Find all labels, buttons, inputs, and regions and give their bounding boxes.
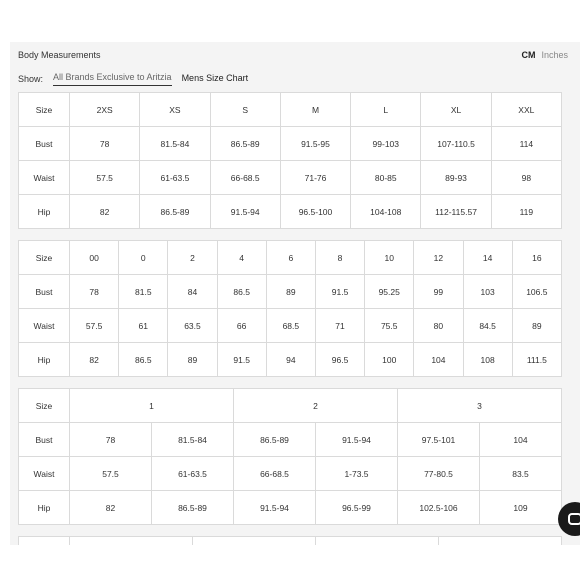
table-cell: 84 [168, 275, 217, 309]
unit-cm-option[interactable]: CM [521, 50, 536, 60]
table-cell: 82 [70, 343, 119, 377]
table-cell: 104-108 [351, 195, 421, 229]
table-cell: 99 [414, 275, 463, 309]
table-cell: 109 [480, 491, 562, 525]
table-cell: 89 [512, 309, 561, 343]
table-header-row [19, 389, 562, 423]
table-cell: 89 [168, 343, 217, 377]
table-cell: 91.5 [217, 343, 266, 377]
table-row [19, 161, 562, 195]
table-cell: 112-115.57 [421, 195, 491, 229]
table-cell: XL [421, 93, 491, 127]
table-cell: 61 [119, 309, 168, 343]
table-cell: 91.5-94 [210, 195, 280, 229]
table-cell: 81.5-84 [140, 127, 210, 161]
table-row [19, 423, 562, 457]
table-cell: Waist [19, 161, 70, 195]
table-cell: XS [140, 93, 210, 127]
table-cell: 71-76 [280, 161, 350, 195]
table-cell: 57.5 [70, 457, 152, 491]
table-cell: 104 [414, 343, 463, 377]
table-cell: 94 [266, 343, 315, 377]
table-cell: 82 [70, 491, 152, 525]
table-cell: 119 [491, 195, 561, 229]
table-cell: 00 [70, 241, 119, 275]
size-table-numeric [18, 240, 562, 377]
table-cell: Size [19, 389, 70, 423]
size-table-partial [18, 536, 562, 545]
unit-inches-option[interactable]: Inches [541, 50, 568, 60]
table-cell: 80 [414, 309, 463, 343]
table-cell: 97.5-101 [398, 423, 480, 457]
table-cell: 111.5 [512, 343, 561, 377]
table-cell [316, 537, 439, 545]
table-cell: 91.5 [315, 275, 364, 309]
table-cell [70, 537, 193, 545]
table-cell: 61-63.5 [152, 457, 234, 491]
table-cell: 71 [315, 309, 364, 343]
table-cell: 96.5 [315, 343, 364, 377]
table-row [19, 275, 562, 309]
table-cell: 66-68.5 [234, 457, 316, 491]
table-cell: Waist [19, 457, 70, 491]
table-cell: 98 [491, 161, 561, 195]
table-cell: 84.5 [463, 309, 512, 343]
table-cell: 107-110.5 [421, 127, 491, 161]
table-cell: 91.5-95 [280, 127, 350, 161]
table-cell: 2 [234, 389, 398, 423]
table-cell: 106.5 [512, 275, 561, 309]
table-cell: 8 [315, 241, 364, 275]
size-chart-panel [10, 42, 580, 545]
table-cell: 16 [512, 241, 561, 275]
table-cell: 6 [266, 241, 315, 275]
panel-title: Body Measurements [18, 50, 101, 60]
tab-mens-size-chart[interactable]: Mens Size Chart [181, 72, 249, 83]
table-cell: 61-63.5 [140, 161, 210, 195]
table-cell: 99-103 [351, 127, 421, 161]
table-cell: 81.5 [119, 275, 168, 309]
table-cell: Bust [19, 127, 70, 161]
table-cell: 12 [414, 241, 463, 275]
table-cell: 78 [70, 275, 119, 309]
table-row [19, 491, 562, 525]
table-cell: 104 [480, 423, 562, 457]
size-table-letter [18, 92, 562, 229]
table-cell: Size [19, 93, 70, 127]
table-cell: 96.5-99 [316, 491, 398, 525]
table-header-row [19, 93, 562, 127]
table-row [19, 309, 562, 343]
table-cell: Hip [19, 343, 70, 377]
tab-all-brands[interactable]: All Brands Exclusive to Aritzia [53, 72, 172, 86]
table-cell: 1 [70, 389, 234, 423]
table-cell: 86.5-89 [210, 127, 280, 161]
table-cell: 108 [463, 343, 512, 377]
size-table-123 [18, 388, 562, 525]
table-cell: Bust [19, 423, 70, 457]
table-cell: 89-93 [421, 161, 491, 195]
unit-toggle [521, 50, 568, 60]
table-cell: 78 [70, 423, 152, 457]
table-cell: 4 [217, 241, 266, 275]
table-cell: 10 [365, 241, 414, 275]
table-cell: 2XS [70, 93, 140, 127]
table-cell: 66-68.5 [210, 161, 280, 195]
table-cell: 77-80.5 [398, 457, 480, 491]
table-cell: 57.5 [70, 309, 119, 343]
table-cell: 91.5-94 [234, 491, 316, 525]
table-cell: 86.5-89 [140, 195, 210, 229]
table-cell: 100 [365, 343, 414, 377]
table-cell: 63.5 [168, 309, 217, 343]
chat-icon [568, 513, 580, 525]
table-cell: 1-73.5 [316, 457, 398, 491]
table-cell: 80-85 [351, 161, 421, 195]
panel-header [18, 50, 568, 60]
table-cell: 86.5 [217, 275, 266, 309]
table-cell [19, 537, 70, 545]
table-cell: 86.5 [119, 343, 168, 377]
table-cell: 86.5-89 [152, 491, 234, 525]
show-label: Show: [18, 74, 44, 84]
table-cell: Hip [19, 195, 70, 229]
table-cell: 0 [119, 241, 168, 275]
table-cell: Bust [19, 275, 70, 309]
table-cell: 81.5-84 [152, 423, 234, 457]
table-cell [193, 537, 316, 545]
table-cell: 3 [398, 389, 562, 423]
table-cell: XXL [491, 93, 561, 127]
table-header-row [19, 241, 562, 275]
table-cell: 114 [491, 127, 561, 161]
table-cell: 68.5 [266, 309, 315, 343]
table-cell: S [210, 93, 280, 127]
table-cell: M [280, 93, 350, 127]
table-cell: 96.5-100 [280, 195, 350, 229]
table-cell: 103 [463, 275, 512, 309]
table-cell: 2 [168, 241, 217, 275]
table-cell: 82 [70, 195, 140, 229]
table-cell: 89 [266, 275, 315, 309]
table-cell: Size [19, 241, 70, 275]
table-cell: 102.5-106 [398, 491, 480, 525]
table-row [19, 195, 562, 229]
table-row [19, 343, 562, 377]
table-cell: 91.5-94 [316, 423, 398, 457]
table-cell: 75.5 [365, 309, 414, 343]
table-cell: 83.5 [480, 457, 562, 491]
table-row [19, 127, 562, 161]
table-cell: Hip [19, 491, 70, 525]
show-filter [18, 72, 248, 86]
table-cell: L [351, 93, 421, 127]
table-cell: 78 [70, 127, 140, 161]
table-cell: 57.5 [70, 161, 140, 195]
table-cell: 14 [463, 241, 512, 275]
table-cell: 95.25 [365, 275, 414, 309]
table-row [19, 457, 562, 491]
table-cell: 66 [217, 309, 266, 343]
table-cell: 86.5-89 [234, 423, 316, 457]
table-cell: Waist [19, 309, 70, 343]
